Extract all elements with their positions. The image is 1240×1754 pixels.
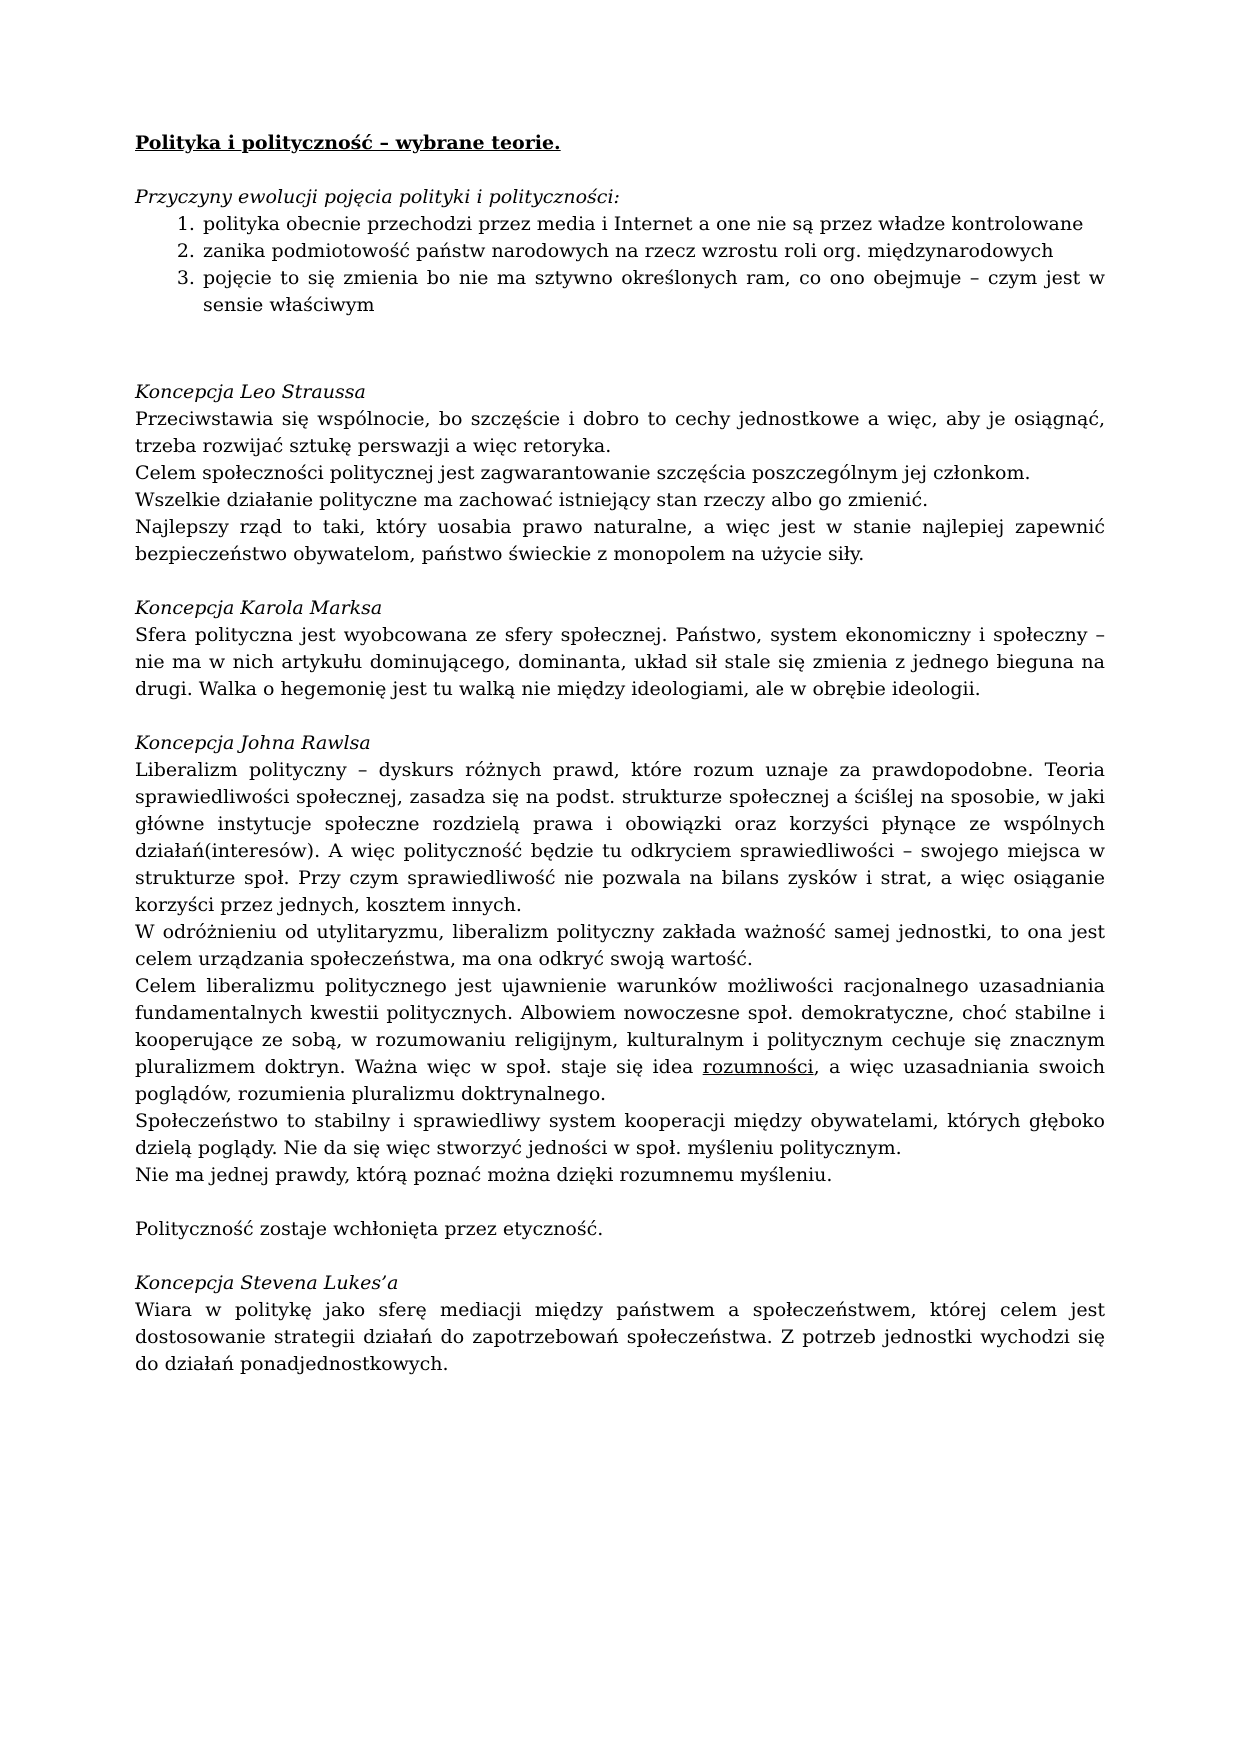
paragraph: W odróżnieniu od utylitaryzmu, liberalizm polityczny zakłada ważność samej jednostki, to ona jest celem urządzania społeczeństwa, ma ona odkryć swoją wartość. [135,921,1105,970]
intro-heading: Przyczyny ewolucji pojęcia polityki i polityczności: [135,186,620,208]
paragraph-text: Celem liberalizmu politycznego jest ujawnienie warunków możliwości racjonalnego uzasadniania fundamentalnych kwestii politycznych. Albowiem nowoczesne społ. demokratyczne, choć stabilne i kooperujące ze sobą, w rozumowaniu religijnym, kulturalnym i politycznym cechuje się znacznym pluralizmem doktryn. Ważna więc w społ. staje się idea [135,975,1105,1078]
paragraph-text: , a więc uzasadniania swoich poglądów, rozumienia pluralizmu doktrynalnego. [135,1056,1105,1105]
paragraph-with-underline [135,973,1105,1108]
section-heading: Koncepcja Stevena Lukes’a [135,1272,399,1294]
section-strauss [135,379,1105,568]
paragraph: Liberalizm polityczny – dyskurs różnych prawd, które rozum uznaje za prawdopodobne. Teoria sprawiedliwości społecznej, zasadza się na podst. strukturze społecznej a ściślej na sposobie, w jaki główne instytucje społeczne rozdzielą prawa i obowiązki oraz korzyści płynące ze wspólnych działań(interesów). A więc polityczność będzie tu odkryciem sprawiedliwości – swojego miejsca w strukturze społ. Przy czym sprawiedliwość nie pozwala na bilans zysków i strat, a więc osiąganie korzyści przez jednych, kosztem innych. [135,759,1105,916]
document-title: Polityka i polityczność – wybrane teorie. [135,132,561,154]
paragraph: Celem społeczności politycznej jest zagwarantowanie szczęścia poszczególnym jej członkom. [135,462,1031,484]
section-marks [135,595,1105,703]
list-item [201,211,1105,238]
paragraph: Wiara w politykę jako sferę mediacji między państwem a społeczeństwem, której celem jest dostosowanie strategii działań do zapotrzebowań społeczeństwa. Z potrzeb jednostki wychodzi się do działań ponadjednostkowych. [135,1299,1105,1375]
standalone-note: Polityczność zostaje wchłonięta przez etyczność. [135,1218,604,1240]
section-lukes [135,1270,1105,1378]
list-item-text: polityka obecnie przechodzi przez media i Internet a one nie są przez władze kontrolowane [203,213,1084,235]
paragraph: Wszelkie działanie polityczne ma zachować istniejący stan rzeczy albo go zmienić. [135,489,929,511]
paragraph: Najlepszy rząd to taki, który uosabia prawo naturalne, a więc jest w stanie najlepiej zapewnić bezpieczeństwo obywatelom, państwo świeckie z monopolem na użycie siły. [135,516,1105,565]
underlined-term: rozumności [702,1056,814,1078]
intro-list [135,211,1105,319]
paragraph: Nie ma jednej prawdy, którą poznać można dzięki rozumnemu myśleniu. [135,1164,833,1186]
section-heading: Koncepcja Leo Straussa [135,381,366,403]
list-item [201,238,1105,265]
section-heading: Koncepcja Karola Marksa [135,597,383,619]
list-item [201,265,1105,319]
paragraph: Sfera polityczna jest wyobcowana ze sfery społecznej. Państwo, system ekonomiczny i społeczny – nie ma w nich artykułu dominującego, dominanta, układ sił stale się zmienia z jednego bieguna na drugi. Walka o hegemonię jest tu walką nie między ideologiami, ale w obrębie ideologii. [135,624,1105,700]
paragraph: Społeczeństwo to stabilny i sprawiedliwy system kooperacji między obywatelami, których głęboko dzielą poglądy. Nie da się więc stworzyć jedności w społ. myśleniu politycznym. [135,1110,1105,1159]
list-item-text: pojęcie to się zmienia bo nie ma sztywno określonych ram, co ono obejmuje – czym jest w sensie właściwym [203,267,1105,316]
paragraph: Przeciwstawia się wspólnocie, bo szczęście i dobro to cechy jednostkowe a więc, aby je osiągnąć, trzeba rozwijać sztukę perswazji a więc retoryka. [135,408,1105,457]
section-heading: Koncepcja Johna Rawlsa [135,732,371,754]
list-item-text: zanika podmiotowość państw narodowych na rzecz wzrostu roli org. międzynarodowych [203,240,1054,262]
section-rawls [135,730,1105,1189]
